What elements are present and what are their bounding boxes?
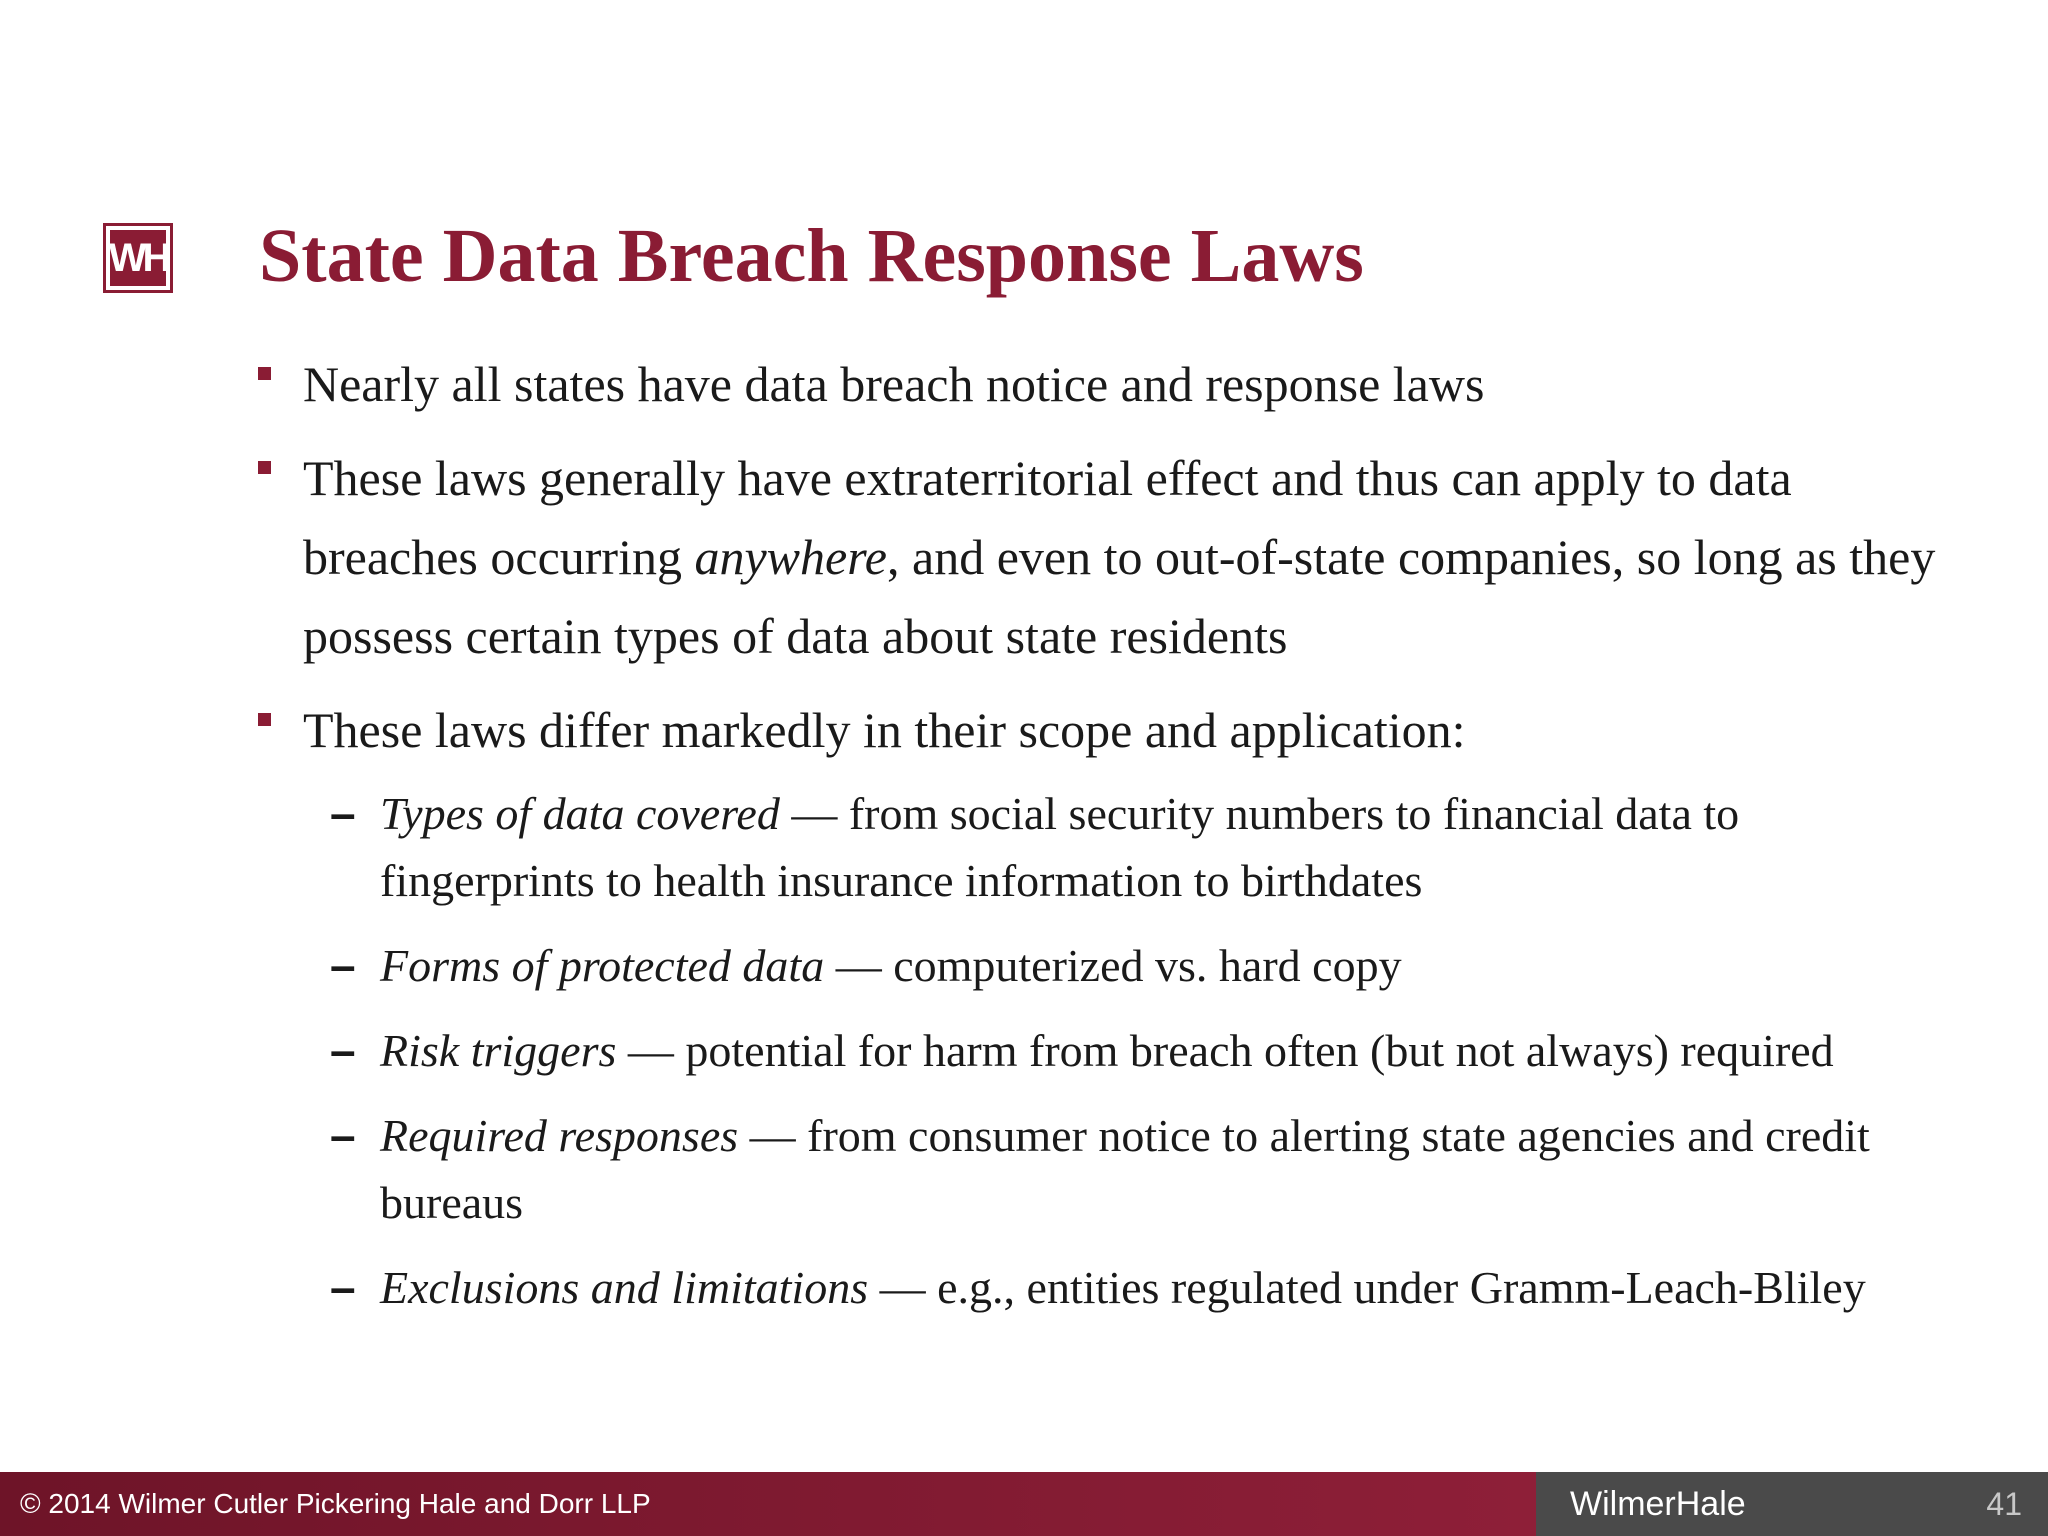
slide-content <box>258 345 1938 1339</box>
bullet-emphasis: anywhere <box>694 529 887 585</box>
footer-copyright-bar <box>0 1472 1536 1536</box>
bullet-item <box>258 439 1938 676</box>
sub-bullet-item <box>380 932 1938 999</box>
sub-bullet-term: Types of data covered <box>380 788 780 839</box>
sub-bullet-description: — from consumer notice to alerting state agencies and credit bureaus <box>380 1110 1870 1228</box>
sub-bullet-term: Forms of protected data <box>380 940 825 991</box>
sub-bullet-list <box>380 780 1938 1321</box>
sub-bullet-item <box>380 1102 1938 1236</box>
sub-bullet-term: Required responses <box>380 1110 739 1161</box>
page-number: 41 <box>1986 1485 2022 1522</box>
footer-brand-bar <box>1536 1472 2048 1536</box>
bullet-text: , and even to out-of-state companies, so long as they possess certain types of data about state residents <box>303 529 1936 664</box>
sub-bullet-description: — computerized vs. hard copy <box>824 940 1402 991</box>
sub-bullet-item <box>380 1254 1938 1321</box>
bullet-item <box>258 345 1938 424</box>
sub-bullet-item <box>380 780 1938 914</box>
sub-bullet-term: Exclusions and limitations <box>380 1262 869 1313</box>
bullet-text: These laws differ markedly in their scope and application: <box>303 702 1466 758</box>
bullet-text: Nearly all states have data breach notice and response laws <box>303 356 1485 412</box>
bullet-item <box>258 691 1938 770</box>
sub-bullet-term: Risk triggers <box>380 1025 617 1076</box>
brand-name: WilmerHale <box>1570 1484 1746 1523</box>
slide-footer <box>0 1472 2048 1536</box>
slide-title: State Data Breach Response Laws <box>259 214 1364 298</box>
logo-mark: WH <box>110 230 166 286</box>
wilmerhale-logo <box>103 223 173 293</box>
sub-bullet-description: — from social security numbers to financial data to fingerprints to health insurance information to birthdates <box>380 788 1740 906</box>
sub-bullet-description: — e.g., entities regulated under Gramm-Leach-Bliley <box>868 1262 1866 1313</box>
bullet-text: These laws generally have extraterritorial effect and thus can apply to data breaches occurring <box>303 450 1792 585</box>
sub-bullet-description: — potential for harm from breach often (but not always) required <box>616 1025 1834 1076</box>
sub-bullet-item <box>380 1017 1938 1084</box>
copyright-text: © 2014 Wilmer Cutler Pickering Hale and Dorr LLP <box>20 1488 651 1519</box>
